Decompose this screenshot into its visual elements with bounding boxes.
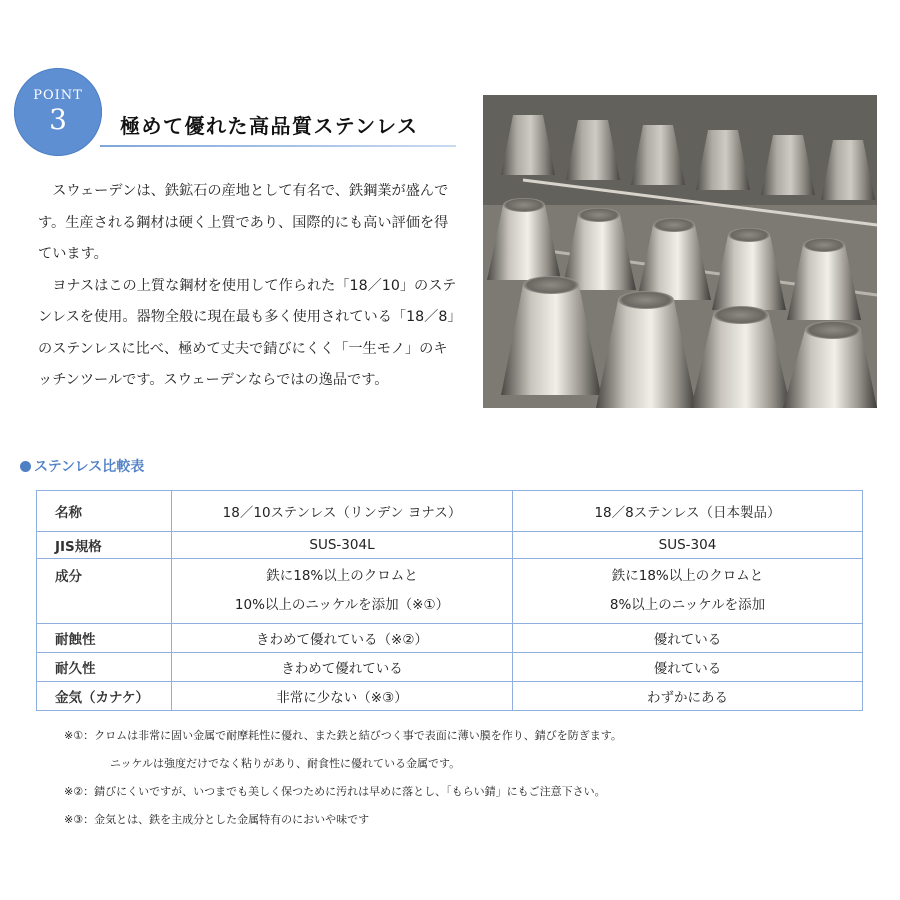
column-header-18-8: 18／8ステンレス（日本製品） xyxy=(513,491,863,532)
table-row xyxy=(37,491,863,532)
section-title xyxy=(20,456,144,476)
table-row xyxy=(37,532,863,559)
footnote-2: ※②：錆びにくいですが、いつまでも美しく保つために汚れは早めに落とし、「もらい錆」にもご注意下さい。 xyxy=(64,785,606,798)
table-cell: 優れている xyxy=(513,624,863,653)
row-label: 耐蝕性 xyxy=(37,624,172,653)
row-label: 耐久性 xyxy=(37,653,172,682)
footnote-3: ※③：金気とは、鉄を主成分とした金属特有のにおいや味です xyxy=(64,813,370,826)
intro-paragraph-2: ヨナスはこの上質な鋼材を使用して作られた「18／10」のステンレスを使用。器物全般に現在最も多く使用されている「18／8」のステンレスに比べ、極めて丈夫で錆びにくく「一生モノ」のキッチンツールです。スウェーデンならではの逸品です。 xyxy=(38,277,457,388)
table-cell xyxy=(172,559,513,624)
table-cell: 優れている xyxy=(513,653,863,682)
cell-line: 鉄に18%以上のクロムと xyxy=(266,568,418,584)
footnotes xyxy=(64,722,884,834)
table-row xyxy=(37,653,863,682)
heading-underline xyxy=(100,145,456,147)
footnote-1-continued: ニッケルは強度だけでなく粘りがあり、耐食性に優れている金属です。 xyxy=(110,757,461,770)
row-label: JIS規格 xyxy=(37,532,172,559)
table-cell: きわめて優れている xyxy=(172,653,513,682)
comparison-table xyxy=(36,490,863,711)
footnote-1: ※①：クロムは非常に固い金属で耐摩耗性に優れ、また鉄と結びつく事で表面に薄い膜を作り、錆びを防ぎます。 xyxy=(64,729,622,742)
point-badge-number: 3 xyxy=(49,103,67,136)
table-row xyxy=(37,682,863,711)
column-header-18-10: 18／10ステンレス（リンデン ヨナス） xyxy=(172,491,513,532)
point-badge xyxy=(14,68,102,156)
stainless-cups-photo xyxy=(483,95,877,408)
table-cell: SUS-304 xyxy=(513,532,863,559)
section-title-text: ステンレス比較表 xyxy=(34,459,145,475)
row-label: 成分 xyxy=(37,559,172,624)
cell-line: 10%以上のニッケルを添加（※①） xyxy=(234,597,450,613)
cell-line: 鉄に18%以上のクロムと xyxy=(611,568,764,584)
table-cell: SUS-304L xyxy=(172,532,513,559)
table-row xyxy=(37,559,863,624)
table-cell xyxy=(513,559,863,624)
bullet-dot-icon xyxy=(20,461,31,472)
stainless-cups-illustration xyxy=(483,95,877,408)
table-cell: きわめて優れている（※②） xyxy=(172,624,513,653)
cell-line: 8%以上のニッケルを添加 xyxy=(609,597,766,613)
table-cell: 非常に少ない（※③） xyxy=(172,682,513,711)
row-label: 名称 xyxy=(37,491,172,532)
table-row xyxy=(37,624,863,653)
page-heading: 極めて優れた高品質ステンレス xyxy=(120,114,419,138)
table-cell: わずかにある xyxy=(513,682,863,711)
intro-paragraph-1: スウェーデンは、鉄鉱石の産地として有名で、鉄鋼業が盛んです。生産される鋼材は硬く上質であり、国際的にも高い評価を得ています。 xyxy=(38,183,449,262)
row-label: 金気（カナケ） xyxy=(37,682,172,711)
intro-text xyxy=(38,176,458,397)
point-badge-word: POINT xyxy=(33,88,83,103)
